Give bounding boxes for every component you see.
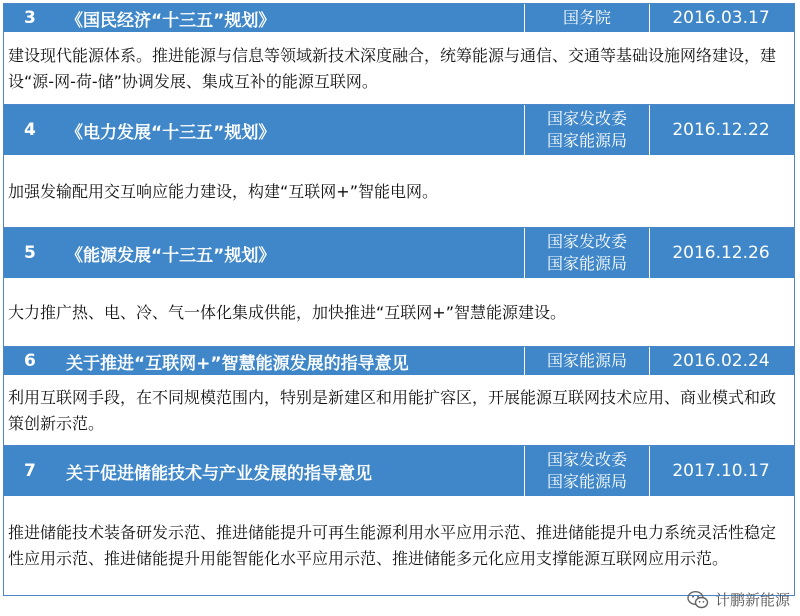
- watermark-text: 计鹏新能源: [714, 591, 790, 609]
- organization-name: 国家能源局: [546, 351, 627, 370]
- issue-date: 2016.12.26: [672, 243, 770, 263]
- policy-title: 关于推进“互联网+”智慧能源发展的指导意见: [66, 353, 409, 374]
- policy-header-row: [4, 228, 794, 279]
- policy-number: 7: [24, 461, 36, 481]
- issue-date: 2016.12.22: [672, 120, 770, 140]
- policy-description: 推进储能技术装备研发示范、推进储能提升可再生能源利用水平应用示范、推进储能提升电力系统灵活性稳定性应用示范、推进储能提升用能智能化水平应用示范、推进储能多元化应用支撑能源互联网应用示范。: [8, 523, 777, 568]
- policy-number: 6: [24, 351, 36, 371]
- policy-number: 4: [24, 120, 36, 140]
- organization-name: 国家能源局: [546, 254, 627, 273]
- policy-title: 《国民经济“十三五”规划》: [66, 10, 276, 31]
- organization-name: 国家发改委: [546, 232, 627, 251]
- policy-description: 建设现代能源体系。推进能源与信息等领域新技术深度融合，统筹能源与通信、交通等基础设施网络建设，建设“源-网-荷-储”协调发展、集成互补的能源互联网。: [4, 33, 794, 105]
- issuing-organization: [524, 347, 650, 375]
- policy-title: 《电力发展“十三五”规划》: [66, 122, 276, 143]
- policy-description: 大力推广热、电、冷、气一体化集成供能，加快推进“互联网+”智慧能源建设。: [4, 279, 794, 347]
- organization-name: 国家能源局: [546, 472, 627, 491]
- policy-description: 利用互联网手段，在不同规模范围内，特别是新建区和用能扩容区，开展能源互联网技术应用、商业模式和政策创新示范。: [4, 376, 794, 446]
- issuing-organization: [524, 105, 650, 155]
- policy-title: 《能源发展“十三五”规划》: [66, 245, 276, 266]
- policy-header-row: [4, 446, 794, 497]
- issuing-organization: [524, 446, 650, 496]
- policy-header-row: [4, 4, 794, 33]
- organization-name: 国家能源局: [546, 131, 627, 150]
- watermark: [687, 589, 790, 610]
- wechat-icon: [687, 590, 709, 610]
- issue-date: 2017.10.17: [672, 461, 770, 481]
- issuing-organization: [524, 4, 650, 32]
- organization-name: 国家发改委: [546, 450, 627, 469]
- organization-name: 国务院: [562, 8, 611, 27]
- policy-description: 加强发输配用交互响应能力建设，构建“互联网+”智能电网。: [4, 156, 794, 228]
- issue-date: 2016.03.17: [672, 8, 770, 28]
- issuing-organization: [524, 228, 650, 278]
- policy-table: [3, 3, 795, 596]
- policy-title: 关于促进储能技术与产业发展的指导意见: [66, 463, 372, 484]
- policy-number: 3: [24, 8, 36, 28]
- policy-header-row: [4, 105, 794, 156]
- issue-date: 2016.02.24: [672, 351, 770, 371]
- policy-number: 5: [24, 243, 36, 263]
- policy-header-row: [4, 347, 794, 376]
- organization-name: 国家发改委: [546, 109, 627, 128]
